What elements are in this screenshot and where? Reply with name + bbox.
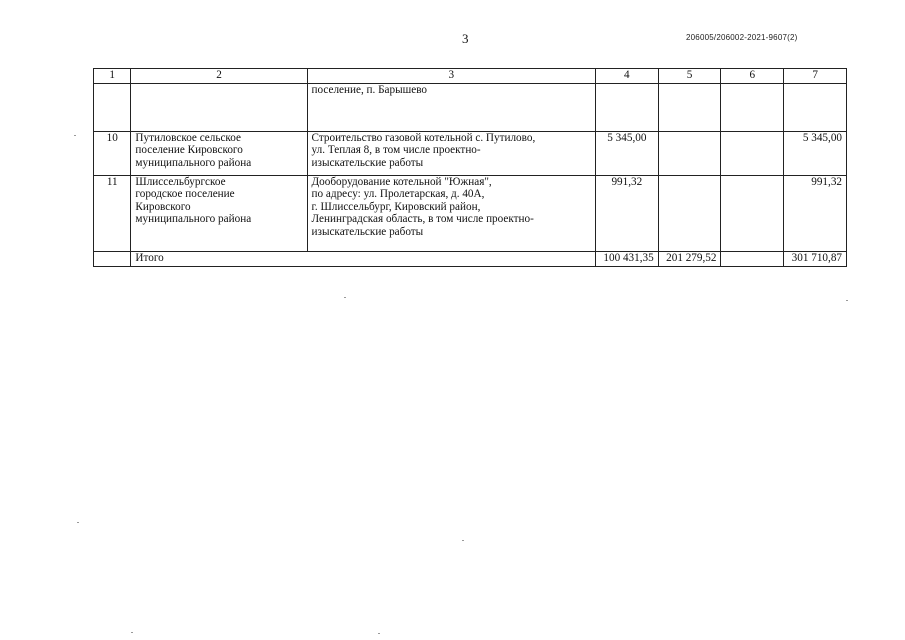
cell-col5 — [658, 132, 721, 176]
column-number: 6 — [721, 69, 784, 84]
scan-speck — [74, 135, 76, 136]
cell-col6 — [721, 176, 784, 252]
scan-speck — [344, 297, 346, 298]
column-number-row — [94, 69, 847, 84]
cell-col4 — [595, 84, 658, 132]
scan-speck — [77, 522, 79, 523]
total-row — [94, 252, 847, 267]
scan-speck — [462, 540, 464, 541]
column-number: 2 — [131, 69, 307, 84]
table-row — [94, 176, 847, 252]
page-number: 3 — [462, 31, 469, 46]
total-col6 — [721, 252, 784, 267]
cell-col4: 991,32 — [595, 176, 658, 252]
column-number: 4 — [595, 69, 658, 84]
cell-col7 — [784, 84, 847, 132]
municipality-line: муниципального района — [135, 156, 252, 169]
cell-col7: 991,32 — [784, 176, 847, 252]
municipality-line: муниципального района — [135, 213, 252, 226]
cell-col5 — [658, 176, 721, 252]
municipality-line: Путиловское сельское — [135, 132, 241, 144]
column-number: 1 — [94, 69, 131, 84]
municipality-line: Кировского — [135, 200, 191, 213]
cell-municipality — [131, 176, 307, 252]
scan-speck — [846, 300, 848, 301]
municipality-line: Шлиссельбургское — [135, 176, 226, 188]
cell-no — [94, 252, 131, 267]
description-line: изыскательские работы — [311, 156, 424, 169]
description-line: г. Шлиссельбург, Кировский район, — [311, 200, 481, 213]
total-col7: 301 710,87 — [784, 252, 847, 267]
cell-no: 11 — [94, 176, 131, 252]
description-line: Дооборудование котельной "Южная", — [311, 176, 492, 188]
column-number: 5 — [658, 69, 721, 84]
total-col4: 100 431,35 — [595, 252, 658, 267]
description-line: изыскательские работы — [311, 225, 424, 238]
description-line: Строительство газовой котельной с. Путилово, — [311, 132, 536, 144]
cell-col4: 5 345,00 — [595, 132, 658, 176]
scan-speck — [131, 632, 133, 633]
scan-speck — [378, 633, 380, 634]
cell-municipality — [131, 84, 307, 132]
cell-municipality — [131, 132, 307, 176]
cell-col6 — [721, 84, 784, 132]
municipality-line: поселение Кировского — [135, 144, 243, 157]
table-row — [94, 132, 847, 176]
description-line: по адресу: ул. Пролетарская, д. 40А, — [311, 188, 485, 201]
column-number: 7 — [784, 69, 847, 84]
description-line: Ленинградская область, в том числе проектно- — [311, 213, 534, 226]
cell-description: поселение, п. Барышево — [307, 84, 595, 132]
description-line: ул. Теплая 8, в том числе проектно- — [311, 144, 481, 157]
municipality-line: городское поселение — [135, 188, 235, 201]
table-row-continuation — [94, 84, 847, 132]
cell-description — [307, 176, 595, 252]
cell-no — [94, 84, 131, 132]
total-label: Итого — [131, 252, 596, 267]
total-col5: 201 279,52 — [658, 252, 721, 267]
cell-col6 — [721, 132, 784, 176]
cell-description — [307, 132, 595, 176]
cell-no: 10 — [94, 132, 131, 176]
document-code: 206005/206002-2021-9607(2) — [686, 33, 798, 42]
cell-col7: 5 345,00 — [784, 132, 847, 176]
cell-col5 — [658, 84, 721, 132]
budget-table — [93, 68, 847, 267]
column-number: 3 — [307, 69, 595, 84]
